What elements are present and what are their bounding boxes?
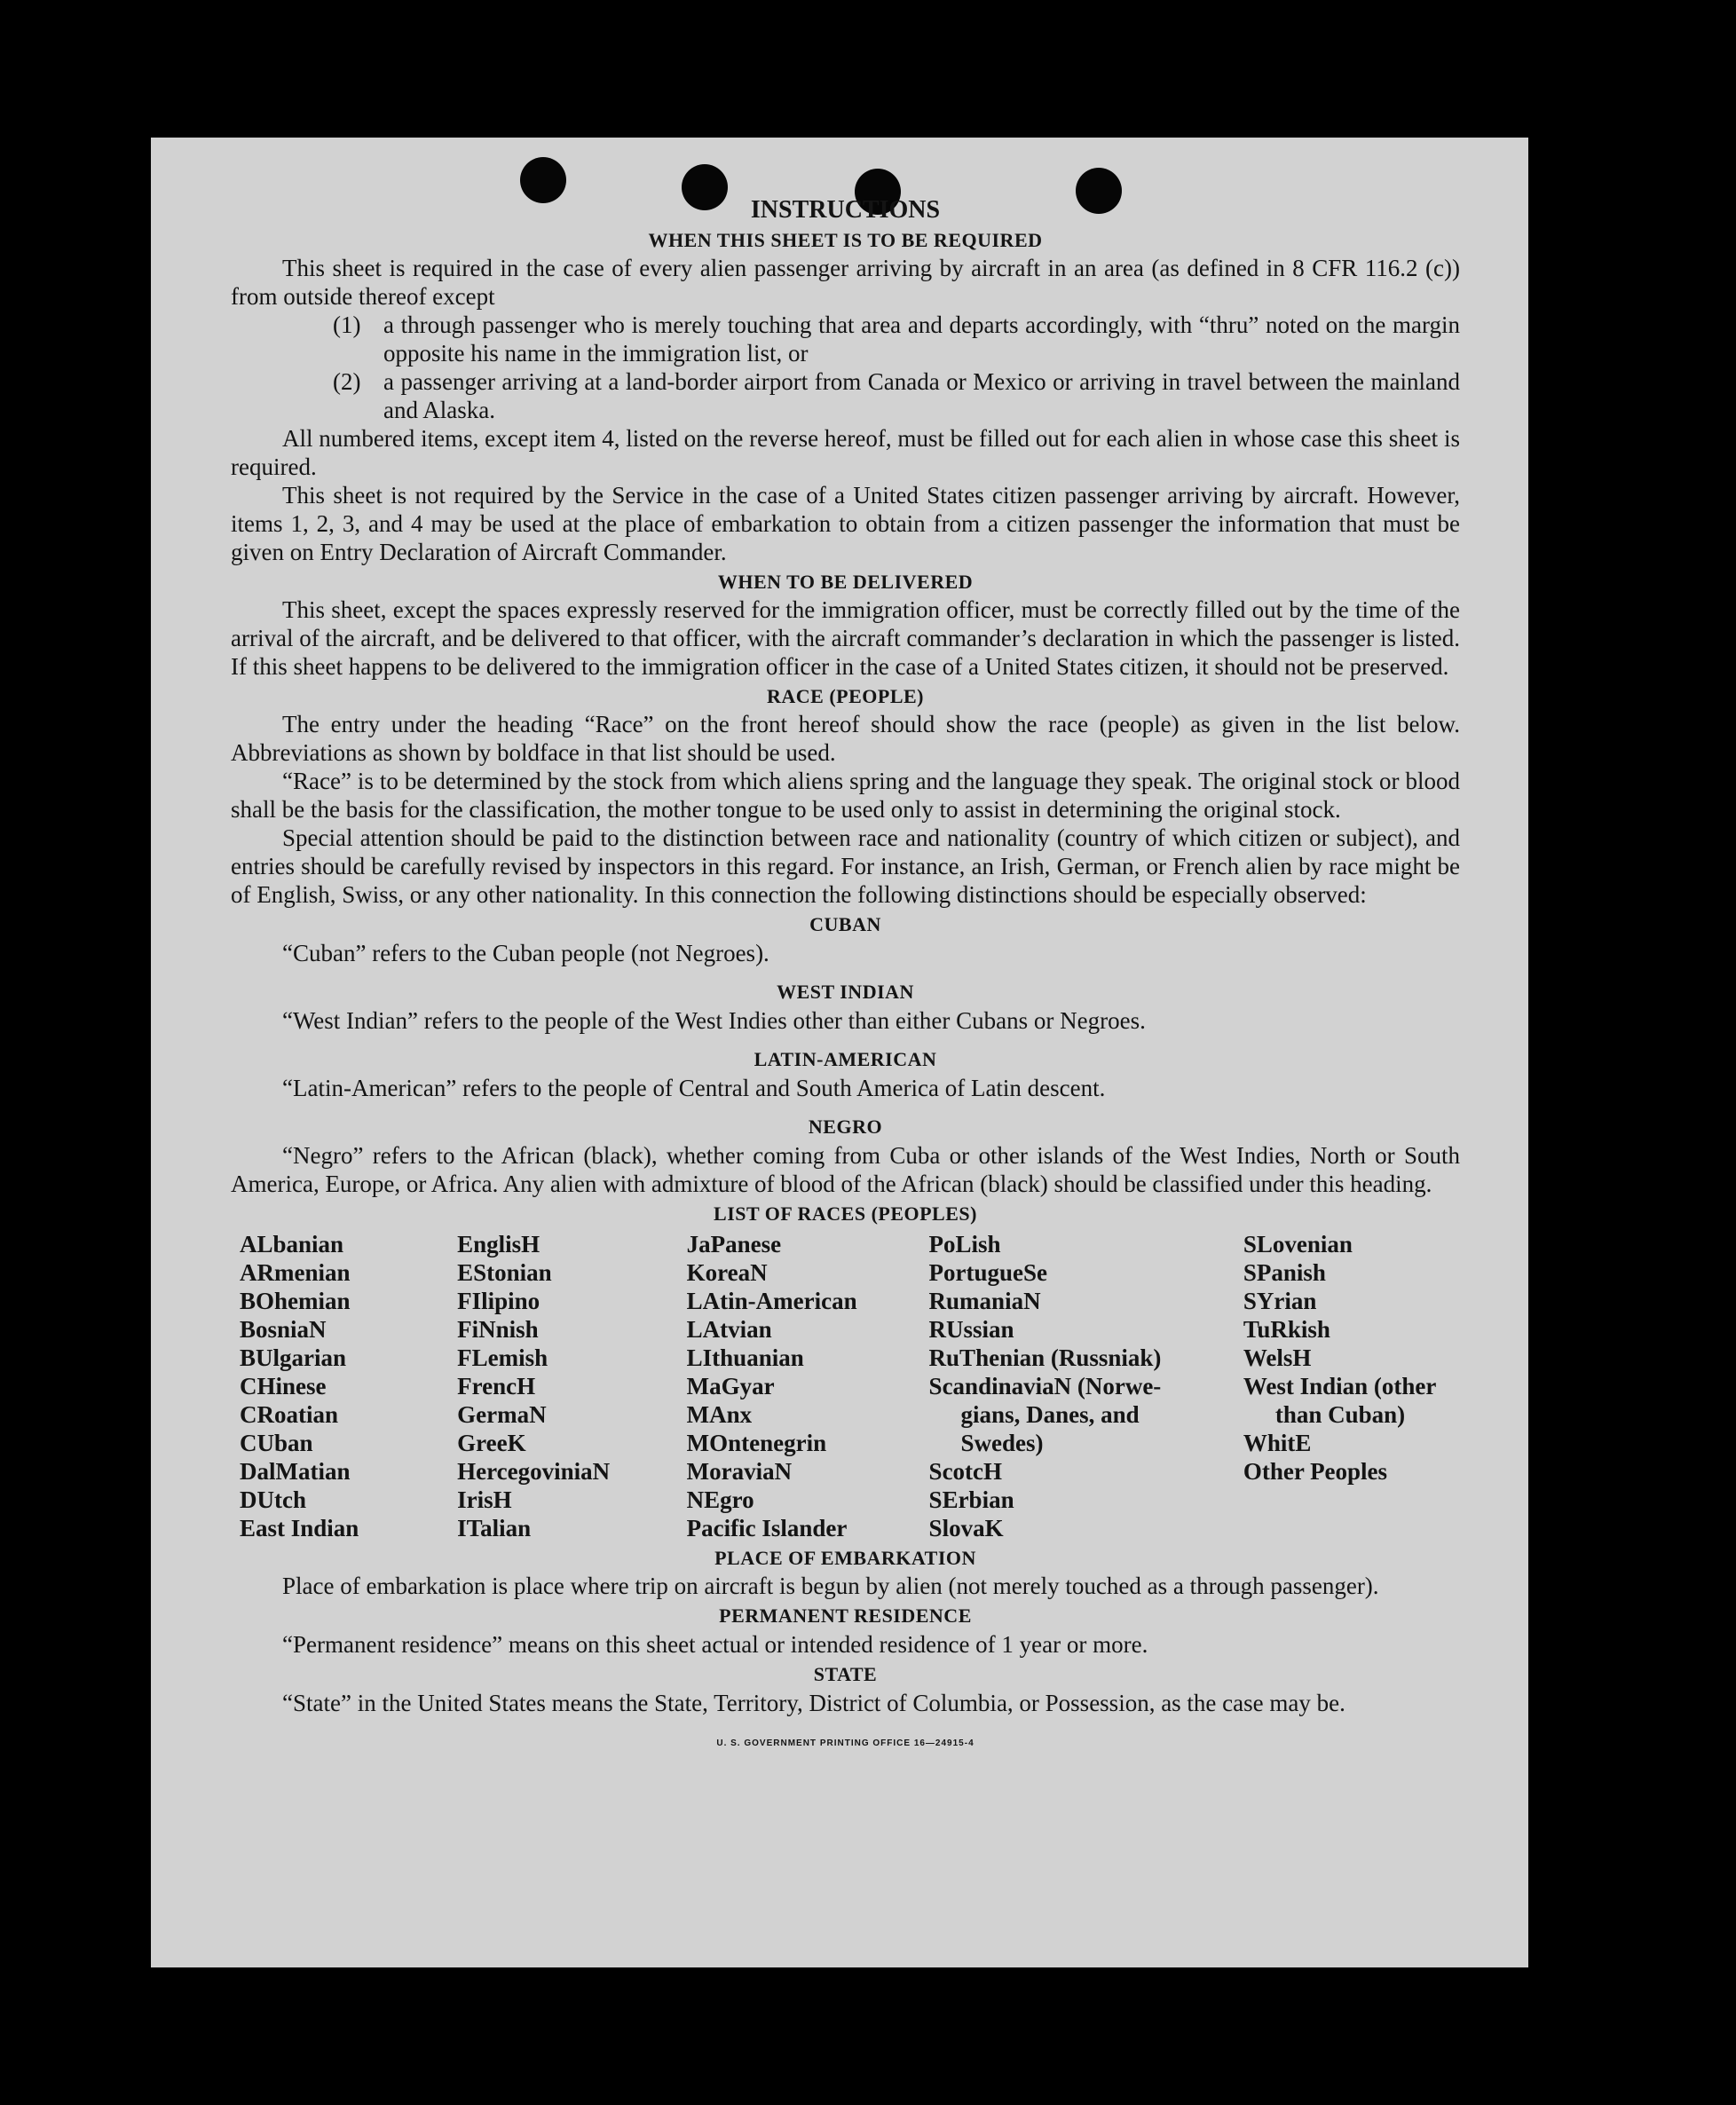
heading-when-required: WHEN THIS SHEET IS TO BE REQUIRED (648, 229, 1043, 251)
race-entry: West Indian (other (1243, 1373, 1437, 1399)
heading-race: RACE (PEOPLE) (767, 685, 924, 707)
race-entry: PoLish (928, 1231, 1001, 1257)
race-entry: KoreaN (686, 1259, 768, 1286)
race-entry: RuThenian (Russniak) (928, 1344, 1162, 1371)
race-entry: EStonian (457, 1259, 552, 1286)
race-entry: MaGyar (686, 1373, 775, 1399)
page-title: INSTRUCTIONS (750, 196, 941, 224)
printing-office-footer: U. S. GOVERNMENT PRINTING OFFICE 16—24915-4 (716, 1738, 975, 1748)
paragraph-delivery: This sheet, except the spaces expressly reserved for the immigration officer, must be correctly filled out by the time of the arrival of the aircraft, and be delivered to that officer, with the aircraft commander’s declaration in which the passenger is listed. If this sheet happens to be delivered to the immigration officer in the case of a United States citizen, it should not be preserved. (231, 596, 1460, 680)
race-entry: SLovenian (1243, 1231, 1353, 1257)
races-column-4 (929, 1230, 1243, 1542)
paragraph-race-definition: “Race” is to be determined by the stock from which aliens spring and the language they speak. The original stock or blood shall be the basis for the classification, the mother tongue to be used only to assist in determining the original stock. (231, 768, 1460, 823)
race-entry: EnglisH (457, 1231, 541, 1257)
heading-state: STATE (813, 1663, 878, 1685)
race-entry: CHinese (240, 1373, 327, 1399)
race-entry: RUssian (928, 1316, 1014, 1343)
race-entry: RumaniaN (928, 1288, 1041, 1314)
race-entry: East Indian (240, 1515, 359, 1541)
races-column-1 (240, 1230, 457, 1542)
paragraph-residence: “Permanent residence” means on this sheet actual or intended residence of 1 year or more. (282, 1631, 1148, 1658)
heading-latin-american: LATIN-AMERICAN (754, 1048, 937, 1070)
paragraph-latin-american: “Latin-American” refers to the people of Central and South America of Latin descent. (282, 1075, 1106, 1101)
race-entry: FiNnish (457, 1316, 539, 1343)
races-list (231, 1230, 1460, 1542)
heading-cuban: CUBAN (809, 913, 881, 935)
race-entry: HercegoviniaN (457, 1458, 611, 1485)
list-item-text: a passenger arriving at a land-border airport from Canada or Mexico or arriving in travel between the mainland and Alaska. (383, 368, 1460, 423)
list-item-2 (333, 367, 1460, 424)
races-column-2 (457, 1230, 687, 1542)
races-column-5 (1243, 1230, 1460, 1542)
race-entry: JaPanese (686, 1231, 782, 1257)
paragraph-negro: “Negro” refers to the African (black), whether coming from Cuba or other islands of the West Indies, North or South America, Europe, or Africa. Any alien with admixture of blood of the African (black) should be classified under this heading. (231, 1142, 1460, 1197)
paragraph-race-nationality: Special attention should be paid to the distinction between race and nationality (country of which citizen or subject), and entries should be carefully revised by inspectors in this regard. For instance, an Irish, German, or French alien by race might be of English, Swiss, or any other nationality. In this connection the following distinctions should be especially observed: (231, 824, 1460, 908)
heading-negro: NEGRO (808, 1116, 883, 1138)
race-entry: BOhemian (240, 1288, 351, 1314)
race-entry: LIthuanian (686, 1344, 804, 1371)
race-entry: MAnx (686, 1401, 753, 1428)
paragraph-west-indian: “West Indian” refers to the people of the West Indies other than either Cubans or Negroes. (282, 1007, 1146, 1034)
race-entry: TuRkish (1243, 1316, 1330, 1343)
race-entry: SErbian (928, 1486, 1014, 1513)
race-entry: MoraviaN (686, 1458, 793, 1485)
race-entry: DUtch (240, 1486, 306, 1513)
race-entry: IrisH (457, 1486, 512, 1513)
race-entry: SPanish (1243, 1259, 1326, 1286)
race-entry-continued: gians, Danes, and (960, 1401, 1140, 1428)
race-entry: Other Peoples (1243, 1458, 1388, 1485)
race-entry: ITalian (457, 1515, 532, 1541)
list-item-text: a through passenger who is merely touching that area and departs accordingly, with “thru” noted on the margin opposite his name in the immigration list, or (383, 311, 1460, 367)
list-item-1 (333, 311, 1460, 367)
race-entry: LAtin-American (686, 1288, 857, 1314)
race-entry: MOntenegrin (686, 1430, 827, 1456)
race-entry: WelsH (1243, 1344, 1312, 1371)
document-sheet (151, 138, 1528, 1967)
race-entry: NEgro (686, 1486, 754, 1513)
race-entry: Pacific Islander (686, 1515, 848, 1541)
race-entry: GreeK (457, 1430, 526, 1456)
heading-list-of-races: LIST OF RACES (PEOPLES) (714, 1202, 977, 1225)
race-entry: WhitE (1243, 1430, 1312, 1456)
paragraph-state: “State” in the United States means the State, Territory, District of Columbia, or Possession, as the case may be. (282, 1690, 1345, 1716)
race-entry: ALbanian (240, 1231, 344, 1257)
races-column-3 (687, 1230, 929, 1542)
race-entry: SlovaK (928, 1515, 1004, 1541)
race-entry: SYrian (1243, 1288, 1317, 1314)
race-entry: ScandinaviaN (Norwe- (928, 1373, 1162, 1399)
race-entry: ScotcH (928, 1458, 1003, 1485)
heading-permanent-residence: PERMANENT RESIDENCE (719, 1604, 972, 1627)
race-entry: ARmenian (240, 1259, 351, 1286)
race-entry: BUlgarian (240, 1344, 347, 1371)
heading-place-of-embarkation: PLACE OF EMBARKATION (714, 1547, 976, 1569)
paragraph-citizen: This sheet is not required by the Service in the case of a United States citizen passenger arriving by aircraft. However, items 1, 2, 3, and 4 may be used at the place of embarkation to obtain from a citizen passenger the information that must be given on Entry Declaration of Aircraft Commander. (231, 482, 1460, 565)
race-entry: PortugueSe (928, 1259, 1048, 1286)
race-entry: FrencH (457, 1373, 536, 1399)
paragraph-intro: This sheet is required in the case of every alien passenger arriving by aircraft in an area (as defined in 8 CFR 116.2 (c)) from outside thereof except (231, 255, 1460, 310)
paragraph-numbered-items: All numbered items, except item 4, listed on the reverse hereof, must be filled out for each alien in whose case this sheet is required. (231, 425, 1460, 480)
race-entry: FLemish (457, 1344, 548, 1371)
paragraph-cuban: “Cuban” refers to the Cuban people (not Negroes). (282, 940, 769, 966)
heading-when-delivered: WHEN TO BE DELIVERED (717, 571, 974, 593)
race-entry: LAtvian (686, 1316, 772, 1343)
race-entry: BosniaN (240, 1316, 327, 1343)
list-item-number: (1) (333, 311, 361, 338)
race-entry: DalMatian (240, 1458, 351, 1485)
race-entry: CUban (240, 1430, 313, 1456)
race-entry: CRoatian (240, 1401, 339, 1428)
instructions-content (231, 196, 1460, 1758)
heading-west-indian: WEST INDIAN (777, 981, 914, 1003)
paragraph-embarkation: Place of embarkation is place where trip on aircraft is begun by alien (not merely touched as a through passenger). (282, 1573, 1379, 1599)
race-entry: GermaN (457, 1401, 547, 1428)
paragraph-race-entry: The entry under the heading “Race” on the front hereof should show the race (people) as given in the list below. Abbreviations as shown by boldface in that list should be used. (231, 711, 1460, 766)
race-entry-continued: than Cuban) (1274, 1401, 1406, 1428)
race-entry: FIlipino (457, 1288, 541, 1314)
race-entry-continued: Swedes) (960, 1430, 1044, 1456)
list-item-number: (2) (333, 368, 361, 395)
